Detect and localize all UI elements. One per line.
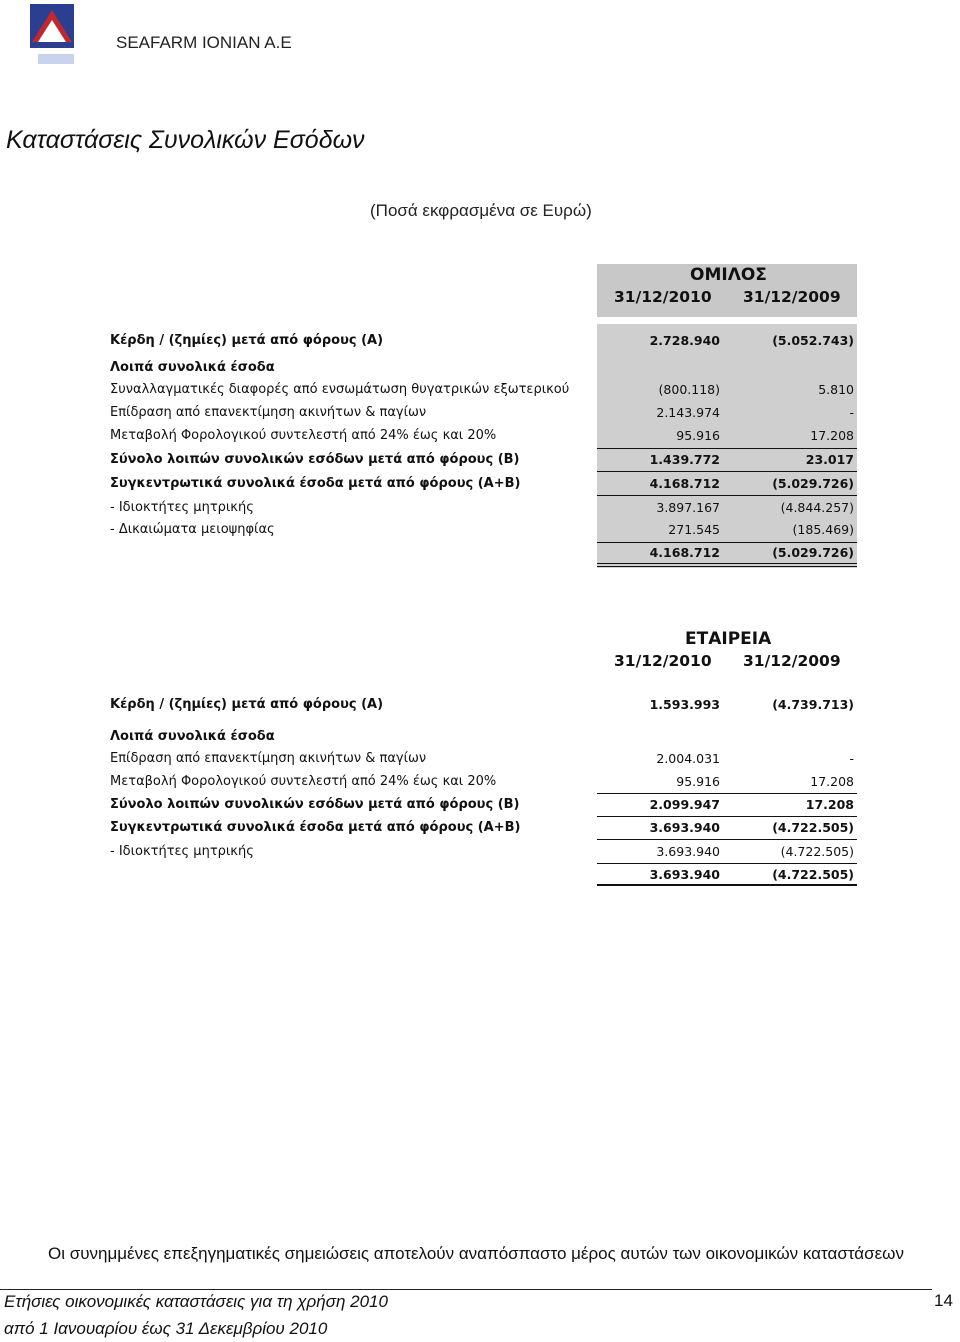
group-row-label: Λοιπά συνολικά έσοδα <box>110 360 275 375</box>
subtotal-rule <box>597 816 857 817</box>
company-row-value-2010: 3.693.940 <box>656 844 720 859</box>
group-row-value-2009: 5.810 <box>818 382 854 397</box>
group-row-label: Συναλλαγματικές διαφορές από ενσωμάτωση θυγατρικών εξωτερικού <box>110 382 570 397</box>
group-col2-date: 31/12/2009 <box>743 288 841 306</box>
group-row-value-2009: (5.052.743) <box>772 333 854 348</box>
total-rule <box>597 863 857 864</box>
double-rule <box>597 563 857 564</box>
company-row-value-2010: 2.099.947 <box>649 797 720 812</box>
page-number: 14 <box>934 1291 953 1310</box>
subtotal-rule <box>597 448 857 449</box>
company-row-label: Λοιπά συνολικά έσοδα <box>110 729 275 744</box>
company-row-value-2009: 17.208 <box>810 774 854 789</box>
company-row-label: Συγκεντρωτικά συνολικά έσοδα μετά από φόρους (Α+Β) <box>110 820 521 835</box>
company-row-label: Κέρδη / (ζημίες) μετά από φόρους (Α) <box>110 697 384 712</box>
group-total-2010: 4.168.712 <box>649 545 720 560</box>
group-row-value-2010: 1.439.772 <box>649 452 720 467</box>
group-row-value-2009: - <box>849 405 854 420</box>
group-col1-date: 31/12/2010 <box>614 288 712 306</box>
group-row-label: - Δικαιώματα μειοψηφίας <box>110 522 275 537</box>
group-row-label: Μεταβολή Φορολογικού συντελεστή από 24% έως και 20% <box>110 428 497 443</box>
company-logo <box>8 4 96 64</box>
company-row-value-2010: 2.004.031 <box>656 751 720 766</box>
footer-title: Ετήσιες οικονομικές καταστάσεις για τη χρήση 2010 <box>4 1292 388 1311</box>
company-row-value-2009: (4.722.505) <box>780 844 854 859</box>
group-row-label: Συγκεντρωτικά συνολικά έσοδα μετά από φόρους (Α+Β) <box>110 476 521 491</box>
company-row-value-2009: (4.722.505) <box>772 820 854 835</box>
subtotal-rule <box>597 471 857 472</box>
group-row-value-2010: 2.728.940 <box>649 333 720 348</box>
group-total-2009: (5.029.726) <box>772 545 854 560</box>
company-col2-date: 31/12/2009 <box>743 652 841 670</box>
company-name: SEAFARM IONIAN A.E <box>116 33 292 52</box>
company-total-2010: 3.693.940 <box>649 867 720 882</box>
double-rule <box>597 566 857 567</box>
company-col1-date: 31/12/2010 <box>614 652 712 670</box>
group-row-value-2009: (4.844.257) <box>780 500 854 515</box>
company-heading: ΕΤΑΙΡΕΙΑ <box>685 629 772 649</box>
total-rule <box>597 839 857 840</box>
group-row-value-2010: 2.143.974 <box>656 405 720 420</box>
footer-period: από 1 Ιανουαρίου έως 31 Δεκεμβρίου 2010 <box>4 1319 328 1338</box>
company-row-value-2010: 1.593.993 <box>649 697 720 712</box>
company-row-value-2010: 95.916 <box>676 774 720 789</box>
page-title: Καταστάσεις Συνολικών Εσόδων <box>6 126 365 154</box>
group-row-value-2009: (5.029.726) <box>772 476 854 491</box>
group-row-value-2009: 17.208 <box>810 428 854 443</box>
notes-statement: Οι συνημμένες επεξηγηματικές σημειώσεις αποτελούν αναπόσπαστο μέρος αυτών των οικονομικών καταστάσεων <box>48 1244 904 1263</box>
group-row-label: - Ιδιοκτήτες μητρικής <box>110 500 254 515</box>
company-total-2009: (4.722.505) <box>772 867 854 882</box>
group-row-value-2010: 4.168.712 <box>649 476 720 491</box>
group-row-value-2010: 95.916 <box>676 428 720 443</box>
group-row-label: Επίδραση από επανεκτίμηση ακινήτων & παγίων <box>110 405 427 420</box>
group-row-label: Σύνολο λοιπών συνολικών εσόδων μετά από φόρους (Β) <box>110 452 520 467</box>
group-row-label: Κέρδη / (ζημίες) μετά από φόρους (Α) <box>110 333 384 348</box>
company-row-value-2010: 3.693.940 <box>649 820 720 835</box>
subtotal-rule <box>597 793 857 794</box>
company-row-value-2009: (4.739.713) <box>772 697 854 712</box>
company-row-label: Σύνολο λοιπών συνολικών εσόδων μετά από φόρους (Β) <box>110 797 520 812</box>
footer-rule <box>0 1289 932 1290</box>
double-rule <box>597 884 857 886</box>
total-rule <box>597 542 857 543</box>
company-row-value-2009: - <box>849 751 854 766</box>
group-row-value-2010: 3.897.167 <box>656 500 720 515</box>
company-row-label: Μεταβολή Φορολογικού συντελεστή από 24% έως και 20% <box>110 774 497 789</box>
group-row-value-2010: 271.545 <box>668 522 720 537</box>
company-row-label: - Ιδιοκτήτες μητρικής <box>110 844 254 859</box>
company-row-label: Επίδραση από επανεκτίμηση ακινήτων & παγίων <box>110 751 427 766</box>
group-heading: ΟΜΙΛΟΣ <box>690 265 767 285</box>
currency-note: (Ποσά εκφρασμένα σε Ευρώ) <box>370 201 592 220</box>
total-rule <box>597 495 857 496</box>
group-row-value-2009: 23.017 <box>805 452 854 467</box>
group-row-value-2010: (800.118) <box>658 382 720 397</box>
group-row-value-2009: (185.469) <box>792 522 854 537</box>
company-row-value-2009: 17.208 <box>805 797 854 812</box>
